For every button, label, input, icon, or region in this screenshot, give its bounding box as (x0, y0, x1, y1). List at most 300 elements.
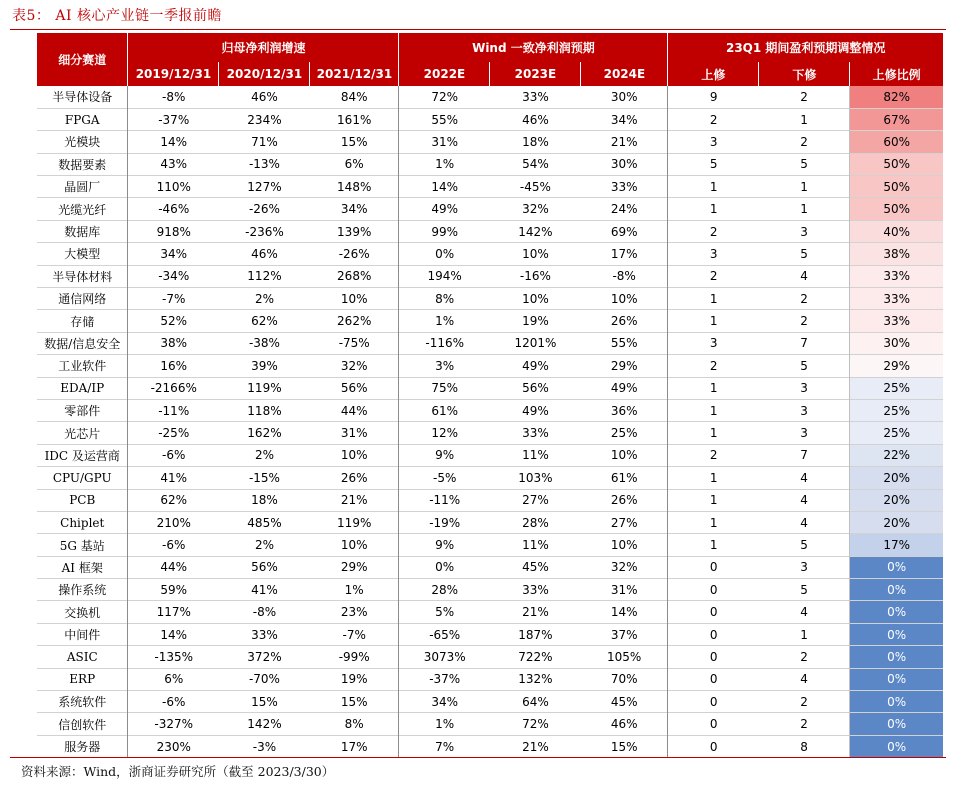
cell-2020: 39% (219, 355, 310, 377)
table-row (37, 355, 943, 377)
cell-up-ratio: 29% (850, 355, 943, 377)
cell-2019: 38% (128, 332, 219, 354)
cell-2023e: 54% (490, 153, 581, 175)
cell-2022e: -37% (399, 668, 490, 690)
cell-2024e: 29% (581, 355, 668, 377)
cell-up: 0 (668, 691, 759, 713)
cell-2021: 15% (310, 131, 399, 153)
cell-down: 2 (759, 691, 850, 713)
cell-up-ratio: 0% (850, 623, 943, 645)
cell-2024e: 26% (581, 310, 668, 332)
cell-2019: 34% (128, 243, 219, 265)
cell-2020: 127% (219, 176, 310, 198)
cell-up: 0 (668, 713, 759, 735)
cell-up: 1 (668, 377, 759, 399)
row-category: 光模块 (37, 131, 128, 153)
cell-2023e: -16% (490, 265, 581, 287)
cell-down: 4 (759, 489, 850, 511)
table-row (37, 176, 943, 198)
cell-2020: -236% (219, 220, 310, 242)
cell-down: 2 (800, 89, 808, 104)
row-category: 交换机 (37, 601, 128, 623)
cell-up-ratio: 17% (850, 534, 943, 556)
header-col-up: 上修 (668, 62, 759, 86)
cell-2021: 21% (310, 489, 399, 511)
cell-2024e: 70% (581, 668, 668, 690)
cell-2022e: -5% (399, 467, 490, 489)
cell-2021: 44% (310, 399, 399, 421)
row-category: 晶圆厂 (37, 176, 128, 198)
cell-2023e: 64% (490, 691, 581, 713)
cell-2023e: 49% (490, 399, 581, 421)
row-category: 半导体设备 (52, 90, 113, 105)
cell-2021: 29% (310, 556, 399, 578)
table-row (37, 108, 943, 130)
header-col-2022e: 2022E (399, 62, 490, 86)
cell-2022e: 9% (399, 534, 490, 556)
cell-2020: 112% (219, 265, 310, 287)
table-row (37, 601, 943, 623)
cell-2020: 56% (219, 556, 310, 578)
row-category: FPGA (37, 108, 128, 130)
table-row (37, 511, 943, 533)
row-category: Chiplet (37, 511, 128, 533)
cell-2023e: 11% (490, 444, 581, 466)
cell-2023e: 10% (490, 288, 581, 310)
cell-up: 2 (668, 355, 759, 377)
cell-down: 5 (759, 579, 850, 601)
cell-2024e: 27% (581, 511, 668, 533)
cell-2024e: 36% (581, 399, 668, 421)
cell-2021: 19% (310, 668, 399, 690)
table-row (37, 579, 943, 601)
cell-2024e: 34% (581, 108, 668, 130)
cell-down: 3 (759, 399, 850, 421)
cell-2022e: 34% (399, 691, 490, 713)
cell-2024e: 30% (581, 153, 668, 175)
cell-up-ratio: 25% (850, 422, 943, 444)
cell-2024e: 55% (581, 332, 668, 354)
cell-2022e: 3073% (399, 646, 490, 668)
cell-2020: -3% (219, 735, 310, 757)
cell-down: 8 (759, 735, 850, 757)
table-row (37, 310, 943, 332)
cell-2022e: 61% (399, 399, 490, 421)
cell-2020: 2% (219, 288, 310, 310)
cell-2019: -6% (128, 534, 219, 556)
cell-2021: 262% (310, 310, 399, 332)
row-category: 半导体材料 (37, 265, 128, 287)
cell-down: 3 (759, 556, 850, 578)
header-col-2019: 2019/12/31 (128, 62, 219, 86)
cell-2022e: 1% (399, 713, 490, 735)
cell-up: 2 (668, 444, 759, 466)
row-category: 服务器 (37, 735, 128, 757)
cell-2019: -7% (128, 288, 219, 310)
table-row (37, 467, 943, 489)
cell-down: 5 (759, 355, 850, 377)
row-category: 中间件 (37, 623, 128, 645)
header-group-forecast: Wind 一致净利润预期 (399, 33, 668, 62)
cell-2022e: -11% (399, 489, 490, 511)
cell-2022e: 75% (399, 377, 490, 399)
row-category: 大模型 (37, 243, 128, 265)
cell-2023e: 21% (490, 601, 581, 623)
cell-up-ratio: 82% (850, 86, 943, 108)
cell-2019: -46% (128, 198, 219, 220)
table-row (37, 444, 943, 466)
row-category: 数据库 (37, 220, 128, 242)
cell-2020: -15% (219, 467, 310, 489)
cell-2019: -2166% (128, 377, 219, 399)
cell-2023e: 49% (490, 355, 581, 377)
table-row (37, 422, 943, 444)
header-col-2024e: 2024E (581, 62, 668, 86)
cell-up-ratio: 50% (850, 153, 943, 175)
cell-2019: 14% (128, 623, 219, 645)
cell-2021: 161% (310, 108, 399, 130)
cell-2024e: 32% (581, 556, 668, 578)
cell-down: 3 (759, 220, 850, 242)
cell-2021: 84% (340, 89, 368, 104)
cell-2024e: 25% (581, 422, 668, 444)
cell-2020: -38% (219, 332, 310, 354)
cell-2022e: 99% (399, 220, 490, 242)
cell-2020: 41% (219, 579, 310, 601)
cell-down: 7 (759, 444, 850, 466)
cell-2023e: 1201% (490, 332, 581, 354)
cell-2024e: 30% (610, 89, 638, 104)
bottom-rule (10, 757, 946, 758)
cell-2020: -8% (219, 601, 310, 623)
cell-up-ratio: 33% (850, 310, 943, 332)
cell-2021: 10% (310, 444, 399, 466)
cell-2022e: 1% (399, 153, 490, 175)
cell-2022e: 0% (399, 243, 490, 265)
table-row (37, 556, 943, 578)
cell-up: 9 (668, 86, 759, 108)
cell-2022e: 9% (399, 444, 490, 466)
cell-2023e: 18% (490, 131, 581, 153)
cell-down: 4 (759, 668, 850, 690)
cell-down: 1 (759, 108, 850, 130)
cell-2019: 62% (128, 489, 219, 511)
table-row (37, 646, 943, 668)
cell-down: 2 (759, 713, 850, 735)
cell-2023e: 46% (490, 108, 581, 130)
cell-2021: -26% (310, 243, 399, 265)
cell-2021: 119% (310, 511, 399, 533)
cell-2023e: 722% (490, 646, 581, 668)
cell-2021: 26% (310, 467, 399, 489)
table-body (37, 86, 943, 758)
cell-2020: 142% (219, 713, 310, 735)
cell-2024e: 69% (581, 220, 668, 242)
cell-2024e: 31% (581, 579, 668, 601)
cell-up: 1 (668, 310, 759, 332)
cell-up: 5 (668, 153, 759, 175)
cell-up: 1 (668, 534, 759, 556)
cell-2023e: 19% (490, 310, 581, 332)
cell-up-ratio: 20% (850, 467, 943, 489)
cell-2023e: 33% (522, 89, 549, 104)
cell-2024e: 37% (581, 623, 668, 645)
cell-2020: 33% (219, 623, 310, 645)
cell-2024e: 49% (581, 377, 668, 399)
cell-up-ratio: 25% (850, 399, 943, 421)
cell-2019: 6% (128, 668, 219, 690)
cell-down: 2 (759, 131, 850, 153)
cell-2024e: 10% (581, 444, 668, 466)
table-caption: 表5： AI 核心产业链一季报前瞻 (12, 8, 222, 24)
row-category: 通信网络 (37, 288, 128, 310)
cell-up-ratio: 20% (850, 489, 943, 511)
table-row (37, 86, 943, 108)
header-col-2021: 2021/12/31 (310, 62, 399, 86)
cell-up: 3 (668, 243, 759, 265)
cell-up: 1 (668, 467, 759, 489)
cell-2023e: 33% (490, 422, 581, 444)
cell-2023e: 21% (490, 735, 581, 757)
cell-up: 2 (668, 265, 759, 287)
cell-up-ratio: 0% (850, 646, 943, 668)
cell-2020: 15% (219, 691, 310, 713)
cell-up-ratio: 0% (850, 735, 943, 757)
table-row (37, 377, 943, 399)
cell-up-ratio: 60% (850, 131, 943, 153)
cell-up: 1 (668, 176, 759, 198)
cell-2023e: 142% (490, 220, 581, 242)
row-category: AI 框架 (37, 556, 128, 578)
table-row (37, 489, 943, 511)
header-category: 细分赛道 (37, 33, 128, 86)
cell-2024e: 24% (581, 198, 668, 220)
cell-up-ratio: 30% (850, 332, 943, 354)
cell-2022e: 12% (399, 422, 490, 444)
cell-2020: 119% (219, 377, 310, 399)
cell-down: 4 (759, 265, 850, 287)
cell-up: 1 (668, 399, 759, 421)
cell-2021: -99% (310, 646, 399, 668)
cell-2024e: 15% (581, 735, 668, 757)
cell-down: 5 (759, 153, 850, 175)
cell-2024e: 10% (581, 288, 668, 310)
cell-up: 1 (668, 198, 759, 220)
cell-up: 3 (668, 131, 759, 153)
cell-2021: 1% (310, 579, 399, 601)
cell-2020: 485% (219, 511, 310, 533)
cell-2023e: -45% (490, 176, 581, 198)
cell-down: 7 (759, 332, 850, 354)
row-category: PCB (37, 489, 128, 511)
cell-2022e: 3% (399, 355, 490, 377)
cell-2019: 43% (128, 153, 219, 175)
row-category: 数据要素 (37, 153, 128, 175)
cell-down: 2 (759, 310, 850, 332)
cell-2019: -6% (128, 691, 219, 713)
header-col-2023e: 2023E (490, 62, 581, 86)
cell-up-ratio: 0% (850, 691, 943, 713)
cell-2020: -26% (219, 198, 310, 220)
header-col-2020: 2020/12/31 (219, 62, 310, 86)
cell-2020: 46% (219, 243, 310, 265)
cell-2024e: 105% (581, 646, 668, 668)
cell-2019: 210% (128, 511, 219, 533)
cell-down: 2 (759, 646, 850, 668)
cell-2024e: -8% (581, 265, 668, 287)
cell-2020: 71% (219, 131, 310, 153)
cell-2022e: 5% (399, 601, 490, 623)
cell-2023e: 103% (490, 467, 581, 489)
cell-up-ratio: 0% (850, 556, 943, 578)
cell-2019: -34% (128, 265, 219, 287)
table-row (37, 332, 943, 354)
top-rule (10, 29, 946, 30)
cell-down: 1 (759, 176, 850, 198)
cell-up: 0 (668, 556, 759, 578)
cell-2021: 23% (310, 601, 399, 623)
cell-2023e: 132% (490, 668, 581, 690)
cell-up-ratio: 0% (850, 668, 943, 690)
cell-up: 1 (668, 288, 759, 310)
cell-2020: -70% (219, 668, 310, 690)
cell-2024e: 17% (581, 243, 668, 265)
cell-2020: 18% (219, 489, 310, 511)
row-category: 工业软件 (37, 355, 128, 377)
row-category: 光芯片 (37, 422, 128, 444)
cell-up-ratio: 50% (850, 198, 943, 220)
header-col-down: 下修 (759, 62, 850, 86)
cell-2022e: 72% (399, 86, 490, 108)
cell-down: 4 (759, 601, 850, 623)
cell-up-ratio: 40% (850, 220, 943, 242)
cell-2023e: 45% (490, 556, 581, 578)
cell-2019: -11% (128, 399, 219, 421)
cell-2021: 31% (310, 422, 399, 444)
cell-up: 0 (668, 579, 759, 601)
cell-2024e: 45% (581, 691, 668, 713)
cell-2021: 8% (310, 713, 399, 735)
table-row (37, 691, 943, 713)
cell-up: 1 (668, 422, 759, 444)
cell-2019: 918% (128, 220, 219, 242)
table-row (37, 713, 943, 735)
table-row (37, 243, 943, 265)
cell-down: 2 (759, 288, 850, 310)
cell-up: 0 (668, 668, 759, 690)
table-row (37, 735, 943, 757)
cell-2022e: 8% (399, 288, 490, 310)
cell-2021: 56% (310, 377, 399, 399)
header-group-revision: 23Q1 期间盈利预期调整情况 (668, 33, 943, 62)
cell-2021: 268% (310, 265, 399, 287)
cell-down: 1 (759, 198, 850, 220)
cell-2021: -7% (310, 623, 399, 645)
cell-2024e: 21% (581, 131, 668, 153)
cell-2019: 110% (128, 176, 219, 198)
cell-down: 5 (759, 534, 850, 556)
cell-2021: 10% (310, 534, 399, 556)
table-row (37, 668, 943, 690)
cell-up: 0 (668, 735, 759, 757)
cell-2019: 44% (128, 556, 219, 578)
cell-2019: 14% (128, 131, 219, 153)
cell-up-ratio: 33% (850, 265, 943, 287)
cell-2020: 46% (251, 89, 278, 104)
cell-up: 2 (668, 108, 759, 130)
cell-up: 1 (668, 511, 759, 533)
cell-2022e: -116% (399, 332, 490, 354)
cell-2023e: 33% (490, 579, 581, 601)
cell-2020: -13% (219, 153, 310, 175)
row-category: CPU/GPU (37, 467, 128, 489)
table-row (37, 399, 943, 421)
source-note: 资料来源：Wind，浙商证券研究所（截至 2023/3/30） (21, 764, 335, 779)
cell-2019: -135% (128, 646, 219, 668)
cell-2019: 41% (128, 467, 219, 489)
row-category: 存储 (37, 310, 128, 332)
cell-2024e: 33% (581, 176, 668, 198)
cell-down: 3 (759, 422, 850, 444)
cell-up: 3 (668, 332, 759, 354)
cell-2021: 15% (310, 691, 399, 713)
cell-2022e: 0% (399, 556, 490, 578)
cell-up-ratio: 22% (850, 444, 943, 466)
cell-2019: -37% (128, 108, 219, 130)
cell-2023e: 28% (490, 511, 581, 533)
cell-2021: 139% (310, 220, 399, 242)
cell-up: 1 (668, 489, 759, 511)
cell-2024e: 46% (581, 713, 668, 735)
cell-2024e: 61% (581, 467, 668, 489)
cell-2019: 16% (128, 355, 219, 377)
row-category: ERP (37, 668, 128, 690)
table-row (37, 153, 943, 175)
row-category: 5G 基站 (37, 534, 128, 556)
cell-2019: 117% (128, 601, 219, 623)
cell-2021: 10% (310, 288, 399, 310)
cell-2019: -6% (128, 444, 219, 466)
cell-2022e: 7% (399, 735, 490, 757)
cell-2020: 2% (219, 444, 310, 466)
cell-2022e: 28% (399, 579, 490, 601)
cell-up-ratio: 33% (850, 288, 943, 310)
cell-2022e: -19% (399, 511, 490, 533)
cell-up-ratio: 67% (850, 108, 943, 130)
cell-up: 0 (668, 601, 759, 623)
cell-2023e: 32% (490, 198, 581, 220)
cell-down: 1 (759, 623, 850, 645)
header-col-up-ratio: 上修比例 (850, 62, 943, 86)
cell-2020: 372% (219, 646, 310, 668)
cell-down: 3 (759, 377, 850, 399)
cell-up-ratio: 38% (850, 243, 943, 265)
cell-down: 4 (759, 511, 850, 533)
table-row (37, 198, 943, 220)
cell-2021: 34% (310, 198, 399, 220)
cell-2022e: 31% (399, 131, 490, 153)
row-category: ASIC (37, 646, 128, 668)
cell-2022e: 55% (399, 108, 490, 130)
cell-up: 0 (668, 646, 759, 668)
cell-2022e: 194% (399, 265, 490, 287)
row-category: EDA/IP (37, 377, 128, 399)
cell-2020: 62% (219, 310, 310, 332)
cell-up-ratio: 0% (850, 601, 943, 623)
cell-2023e: 10% (490, 243, 581, 265)
cell-2020: 162% (219, 422, 310, 444)
table-row (37, 220, 943, 242)
